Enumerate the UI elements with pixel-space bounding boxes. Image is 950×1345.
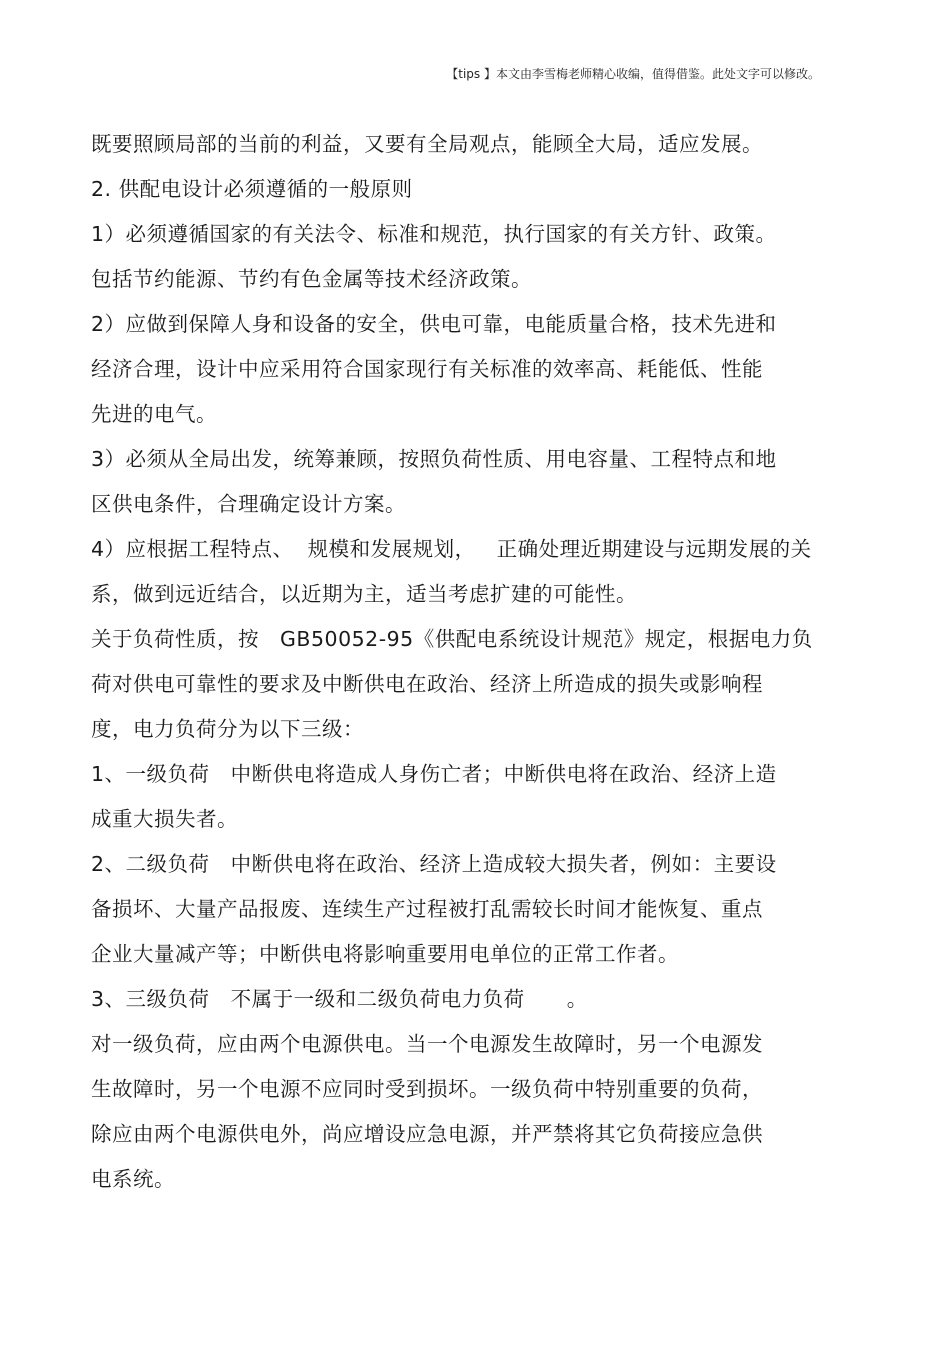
text-line: 包括节约能源、节约有色金属等技术经济政策。 xyxy=(91,267,532,291)
text-line: 系，做到远近结合，以近期为主，适当考虑扩建的可能性。 xyxy=(91,582,637,606)
text-line: 既要照顾局部的当前的利益，又要有全局观点，能顾全大局，适应发展。 xyxy=(91,132,763,156)
text-line: 成重大损失者。 xyxy=(91,807,238,831)
text-line: 荷对供电可靠性的要求及中断供电在政治、经济上所造成的损失或影响程 xyxy=(91,672,763,696)
text-line: 区供电条件，合理确定设计方案。 xyxy=(91,492,406,516)
text-line: 生故障时，另一个电源不应同时受到损坏。一级负荷中特别重要的负荷， xyxy=(91,1077,763,1101)
text-line: 关于负荷性质，按 GB50052-95《供配电系统设计规范》规定，根据电力负 xyxy=(91,627,813,651)
text-line: 1）必须遵循国家的有关法令、标准和规范，执行国家的有关方针、政策。 xyxy=(91,222,777,246)
text-line: 备损坏、大量产品报废、连续生产过程被打乱需较长时间才能恢复、重点 xyxy=(91,897,763,921)
text-line: 先进的电气。 xyxy=(91,402,217,426)
text-line: 3、三级负荷 不属于一级和二级负荷电力负荷 。 xyxy=(91,987,588,1011)
text-line: 经济合理，设计中应采用符合国家现行有关标准的效率高、耗能低、性能 xyxy=(91,357,763,381)
text-line: 度，电力负荷分为以下三级： xyxy=(91,717,364,741)
section-heading: 2. 供配电设计必须遵循的一般原则 xyxy=(91,177,413,201)
text-line: 电系统。 xyxy=(91,1167,175,1191)
text-line: 4）应根据工程特点、 规模和发展规划， 正确处理近期建设与远期发展的关 xyxy=(91,537,812,561)
text-line: 除应由两个电源供电外，尚应增设应急电源，并严禁将其它负荷接应急供 xyxy=(91,1122,763,1146)
text-line: 2）应做到保障人身和设备的安全，供电可靠，电能质量合格，技术先进和 xyxy=(91,312,777,336)
text-line: 对一级负荷，应由两个电源供电。当一个电源发生故障时，另一个电源发 xyxy=(91,1032,763,1056)
header-note: 【tips 】本文由李雪梅老师精心收编，值得借鉴。此处文字可以修改。 xyxy=(446,67,820,81)
text-line: 企业大量减产等；中断供电将影响重要用电单位的正常工作者。 xyxy=(91,942,679,966)
text-line: 2、二级负荷 中断供电将在政治、经济上造成较大损失者，例如：主要设 xyxy=(91,852,777,876)
text-line: 1、一级负荷 中断供电将造成人身伤亡者；中断供电将在政治、经济上造 xyxy=(91,762,777,786)
text-line: 3）必须从全局出发，统筹兼顾，按照负荷性质、用电容量、工程特点和地 xyxy=(91,447,777,471)
document-body xyxy=(91,128,851,1208)
